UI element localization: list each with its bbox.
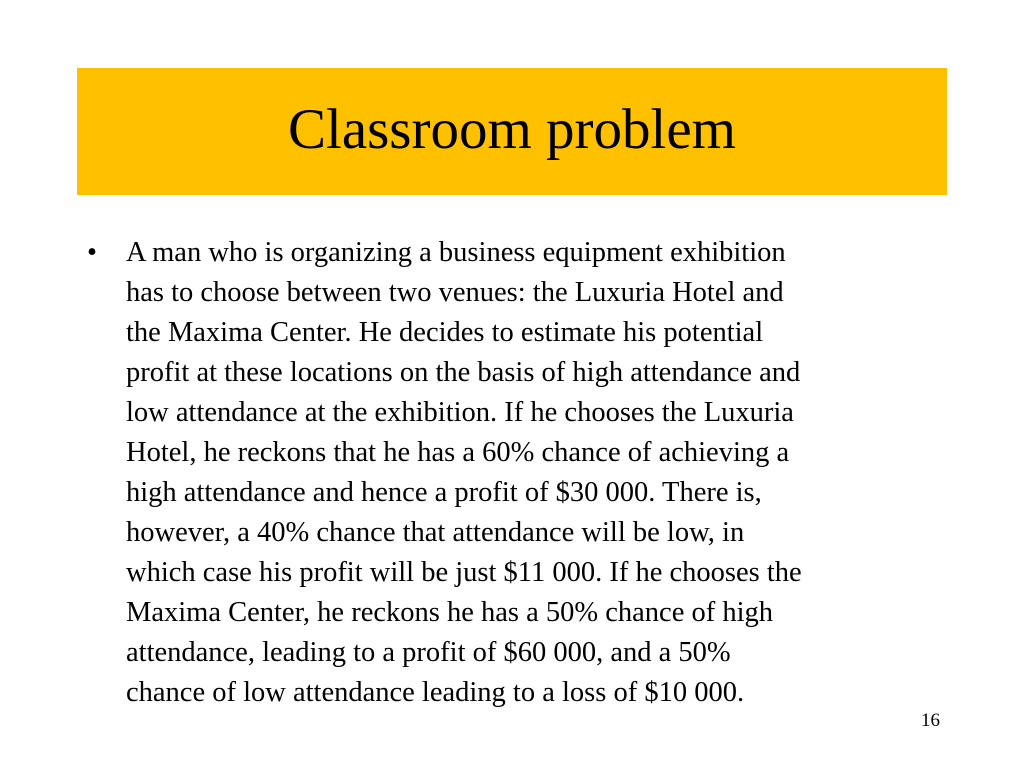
title-bar: [77, 68, 947, 195]
bullet-text-line: which case his profit will be just $11 000. If he chooses the: [126, 557, 802, 588]
slide-number: 16: [921, 710, 940, 731]
bullet-text-line: Maxima Center, he reckons he has a 50% chance of high: [126, 597, 773, 628]
bullet-text-line: A man who is organizing a business equipment exhibition: [126, 237, 786, 268]
bullet-text-line: profit at these locations on the basis of high attendance and: [126, 357, 801, 388]
bullet-point-icon: •: [87, 237, 97, 268]
bullet-text-line: high attendance and hence a profit of $30 000. There is,: [126, 477, 762, 508]
bullet-text-line: attendance, leading to a profit of $60 000, and a 50%: [126, 637, 731, 668]
bullet-text-line: Hotel, he reckons that he has a 60% chance of achieving a: [126, 437, 790, 468]
bullet-text-line: has to choose between two venues: the Luxuria Hotel and: [126, 277, 784, 308]
bullet-text-line: chance of low attendance leading to a loss of $10 000.: [126, 677, 745, 708]
bullet-list: [87, 233, 967, 713]
bullet-text-line: the Maxima Center. He decides to estimate his potential: [126, 317, 764, 348]
slide-title: Classroom problem: [287, 98, 737, 161]
bullet-text-line: low attendance at the exhibition. If he chooses the Luxuria: [126, 397, 794, 428]
bullet-item: [87, 233, 967, 713]
bullet-text-line: however, a 40% chance that attendance will be low, in: [126, 517, 745, 548]
